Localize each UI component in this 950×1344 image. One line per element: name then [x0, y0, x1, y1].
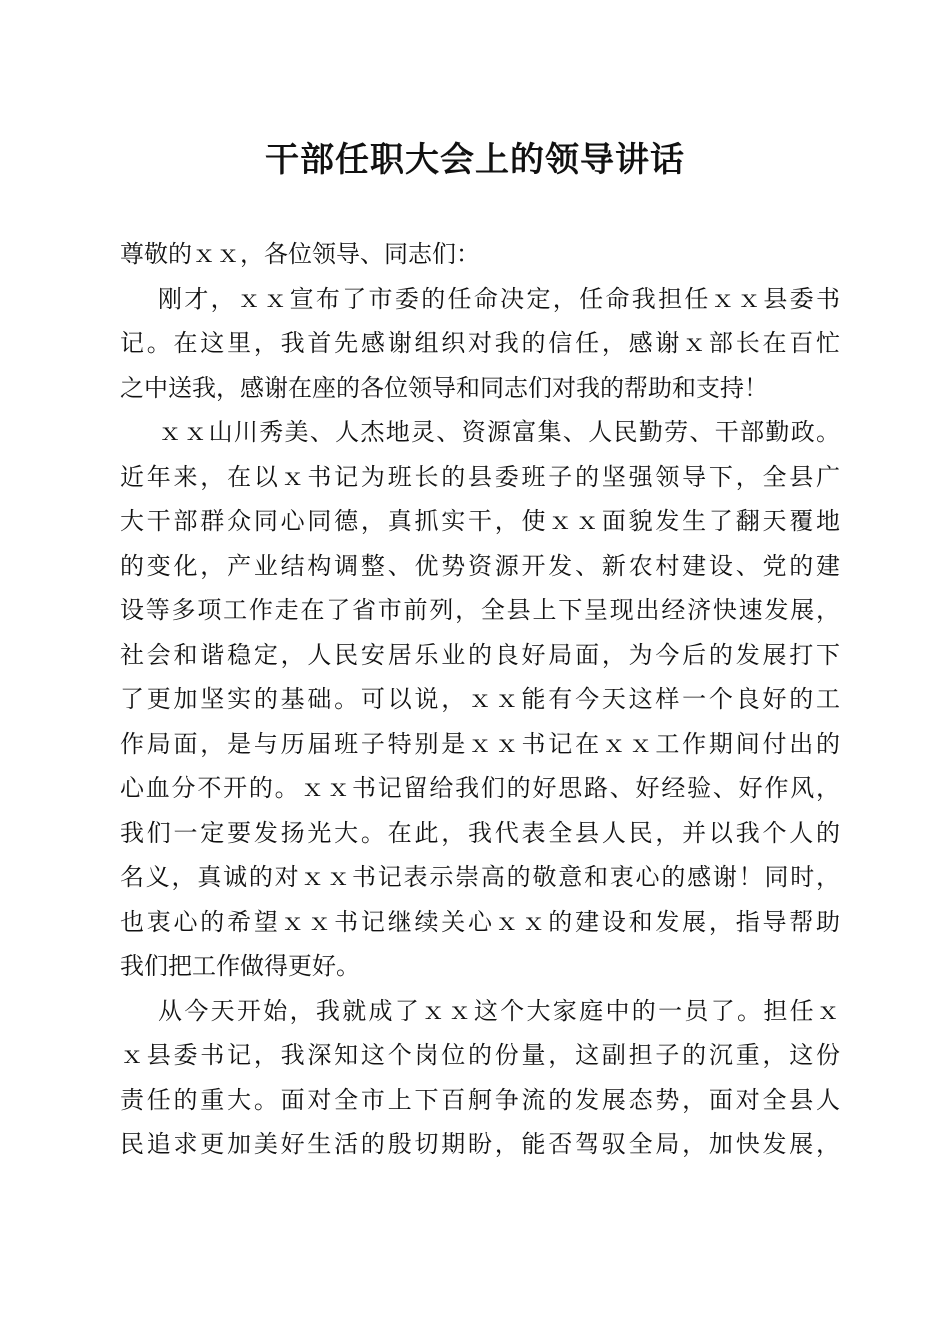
paragraph-line: 之中送我，感谢在座的各位领导和同志们对我的帮助和支持！: [120, 373, 768, 402]
paragraph-line: 从今天开始，我就成了ｘｘ这个大家庭中的一员了。担任ｘ: [158, 996, 840, 1025]
paragraph-line: 了更加坚实的基础。可以说，ｘｘ能有今天这样一个良好的工: [120, 685, 840, 713]
paragraph-3: [120, 989, 840, 1167]
paragraph-line: 刚才，ｘｘ宣布了市委的任命决定，任命我担任ｘｘ县委书: [158, 284, 840, 313]
paragraph-2: [120, 410, 840, 989]
paragraph-line: 社会和谐稳定，人民安居乐业的良好局面，为今后的发展打下: [120, 640, 840, 669]
paragraph-line: 我们把工作做得更好。: [120, 952, 360, 980]
document-body: [120, 232, 840, 1167]
paragraph-line: 近年来，在以ｘ书记为班长的县委班子的坚强领导下，全县广: [120, 462, 840, 491]
paragraph-line: 责任的重大。面对全市上下百舸争流的发展态势，面对全县人: [120, 1085, 840, 1114]
paragraph-line: ｘｘ山川秀美、人杰地灵、资源富集、人民勤劳、干部勤政。: [158, 418, 840, 446]
document-title: 干部任职大会上的领导讲话: [265, 140, 685, 180]
paragraph-line: 的变化，产业结构调整、优势资源开发、新农村建设、党的建: [120, 551, 840, 580]
paragraph-line: ｘ县委书记，我深知这个岗位的份量，这副担子的沉重，这份: [120, 1041, 840, 1069]
paragraph-line: 大干部群众同心同德，真抓实干，使ｘｘ面貌发生了翻天覆地: [120, 507, 840, 535]
paragraph-line: 我们一定要发扬光大。在此，我代表全县人民，并以我个人的: [120, 818, 840, 847]
paragraph-line: 民追求更加美好生活的殷切期盼，能否驾驭全局，加快发展，: [120, 1130, 840, 1158]
paragraph-line: 心血分不开的。ｘｘ书记留给我们的好思路、好经验、好作风，: [120, 774, 840, 802]
paragraph-line: 也衷心的希望ｘｘ书记继续关心ｘｘ的建设和发展，指导帮助: [120, 907, 840, 936]
paragraph-line: 作局面，是与历届班子特别是ｘｘ书记在ｘｘ工作期间付出的: [120, 729, 840, 758]
paragraph-line: 记。在这里，我首先感谢组织对我的信任，感谢ｘ部长在百忙: [120, 329, 840, 357]
paragraph-line: 设等多项工作走在了省市前列，全县上下呈现出经济快速发展，: [120, 596, 840, 624]
paragraph-1: [120, 277, 840, 411]
salutation: 尊敬的ｘｘ，各位领导、同志们：: [120, 240, 480, 268]
paragraph-line: 名义，真诚的对ｘｘ书记表示崇高的敬意和衷心的感谢！同时，: [120, 863, 840, 891]
